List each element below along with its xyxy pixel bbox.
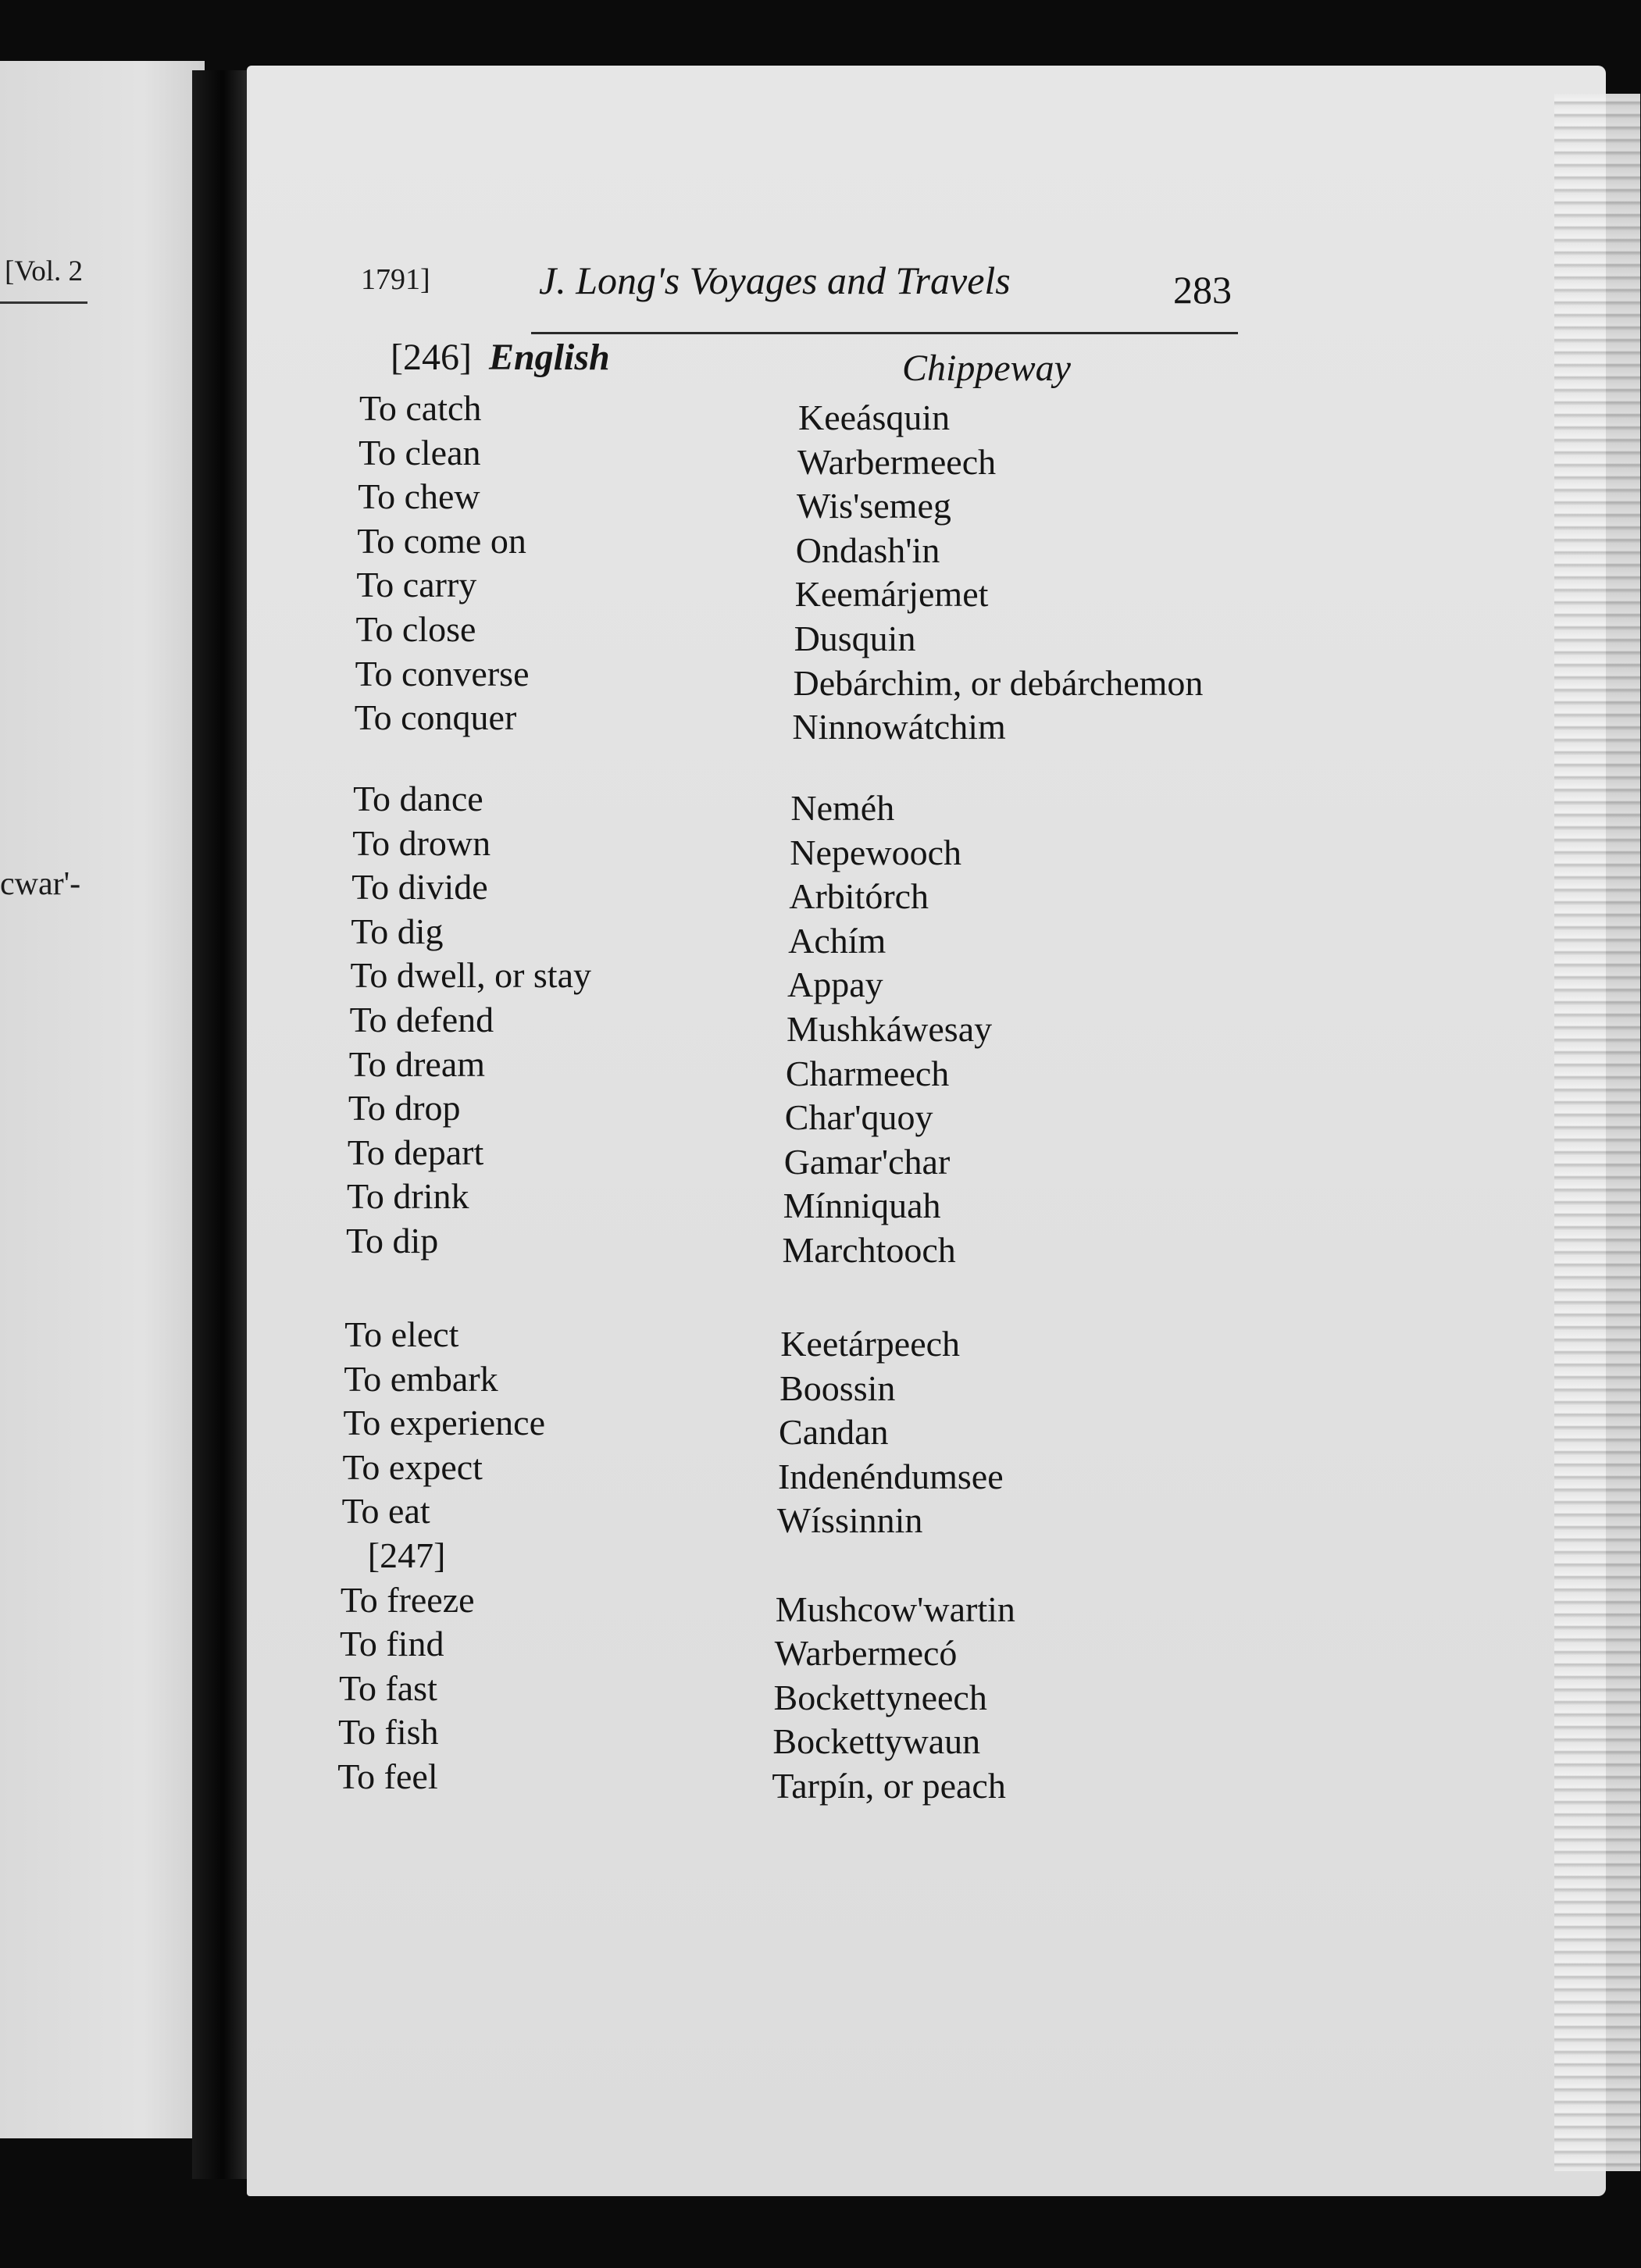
english-term: To catch [359,388,482,428]
running-head-title: J. Long's Voyages and Travels [539,259,1011,302]
chippeway-term: Char'quoy [784,1097,933,1138]
chippeway-term: Appay [787,965,883,1005]
running-head-rule [531,332,1238,334]
english-term: To dance [353,779,483,818]
volume-label: [Vol. 2 [5,255,84,287]
chippeway-term: Keemárjemet [794,574,989,615]
chippeway-term: Ondash'in [795,530,940,570]
chippeway-term: Indenéndumsee [777,1456,1004,1496]
chippeway-term: Wíssinnin [776,1500,923,1541]
english-term: To clean [359,432,481,472]
english-term: To defend [349,1000,494,1040]
english-term: To converse [355,653,530,694]
chippeway-column-header: Chippeway [902,348,1071,389]
english-term: To dip [346,1221,439,1261]
chippeway-term: Warbermeech [797,441,997,482]
chippeway-term: Tarpín, or peach [772,1766,1006,1806]
left-page [0,61,205,2138]
chippeway-term: Mushkáwesay [786,1009,993,1049]
chippeway-term: Dusquin [794,619,916,658]
chippeway-term: Bockettyneech [773,1677,987,1717]
english-header-label: English [488,337,610,378]
chippeway-term: Neméh [790,788,895,828]
page-number: 283 [1173,268,1232,312]
english-term: To eat [341,1491,430,1532]
chippeway-term: Bockettywaun [772,1721,981,1762]
chippeway-term: Keeásquin [798,398,951,437]
english-term: To conquer [354,697,517,738]
page-edges [1554,94,1640,2171]
chippeway-term: Ninnowátchim [792,707,1006,747]
book-gutter [192,70,248,2179]
chippeway-term: Mínniquah [783,1186,941,1226]
english-term: To feel [337,1756,438,1796]
english-term: To drink [347,1176,469,1217]
english-term: To divide [351,867,488,908]
english-term: To expect [342,1446,483,1487]
english-term: To embark [344,1358,498,1399]
english-term: To dig [351,911,444,951]
chippeway-term: Wis'semeg [796,486,951,526]
english-column-header [391,336,610,379]
chippeway-term: Arbitórch [789,876,929,917]
english-term: To dream [348,1043,486,1084]
chippeway-term: Charmeech [785,1053,950,1093]
english-term: To close [355,609,476,649]
chippeway-term: Nepewooch [790,832,961,872]
english-term: To dwell, or stay [350,955,592,996]
english-term: To freeze [340,1579,475,1620]
chippeway-term: Warbermecó [774,1633,958,1674]
english-term: To drown [352,822,491,863]
english-term: To experience [343,1403,546,1443]
chippeway-term: Debárchim, or debárchemon [793,662,1204,703]
english-term: To drop [348,1088,461,1129]
page-marker-246: [246] [391,337,472,378]
chippeway-term: Gamar'char [783,1141,951,1182]
chippeway-term: Boossin [779,1368,896,1408]
chippeway-term: Candan [779,1412,889,1453]
chippeway-term: Marchtooch [782,1230,956,1270]
english-term: To find [339,1624,444,1664]
left-page-fragment: cwar'- [0,866,81,902]
chippeway-term: Mushcow'wartin [775,1589,1015,1629]
running-head-year: 1791] [361,263,430,296]
english-term: To depart [347,1132,484,1172]
chippeway-term: Achím [788,920,886,961]
english-term: To elect [344,1314,459,1354]
running-head [0,258,1641,336]
english-term: To fish [338,1712,439,1753]
page-marker-247: [247] [367,1535,446,1575]
english-term: To carry [356,565,477,605]
english-term: To fast [339,1667,437,1708]
english-term: To chew [358,476,480,517]
chippeway-term: Keetárpeech [780,1324,961,1364]
english-term: To come on [357,520,526,561]
